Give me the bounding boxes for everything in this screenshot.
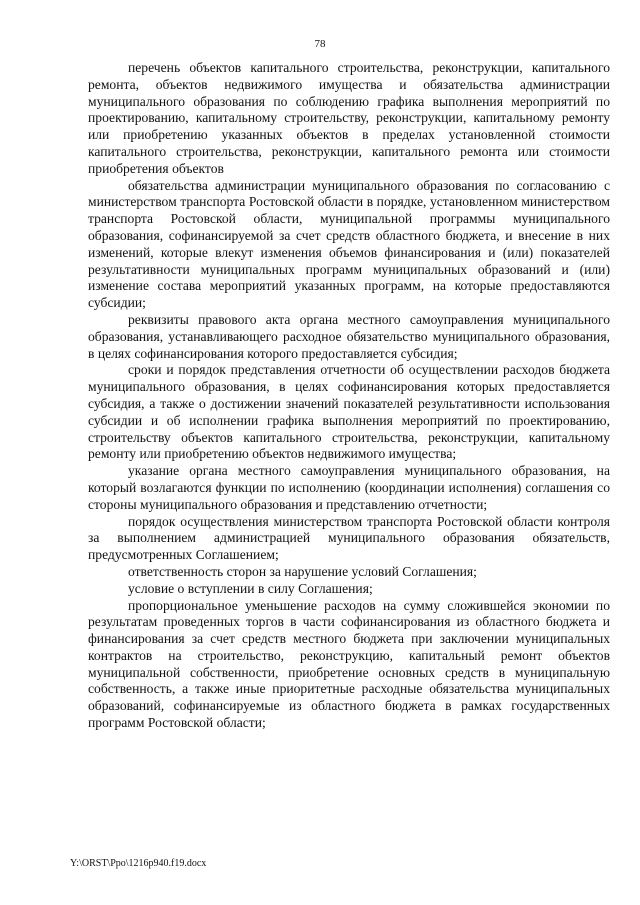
paragraph-reporting-terms: сроки и порядок представления отчетности об осуществлении расходов бюджета муниципального образования, в целях софинансирования которых предоставляется субсидия, а также о достижении значений показателей результативности использования субсидии и об исполнении графика выполнения мероприятий по проектированию, строительству объектов капитального строительства, реконструкции, капитальному ремонту или приобретению объектов недвижимого имущества;	[88, 362, 610, 462]
document-body	[88, 60, 610, 732]
paragraph-liability: ответственность сторон за нарушение условий Соглашения;	[128, 563, 477, 579]
paragraph-object-list: перечень объектов капитального строительства, реконструкции, капитального ремонта, объектов недвижимого имущества и обязательства администрации муниципального образования по соблюдению графика выполнения мероприятий по проектированию, капитальному строительству, реконструкции, капитальному ремонту или приобретению указанных объектов в пределах установленной стоимости капитального строительства, реконструкции, капитального ремонта или стоимости приобретения объектов	[88, 60, 610, 176]
paragraph-responsible-body: указание органа местного самоуправления муниципального образования, на который возлагаются функции по исполнению (координации исполнения) соглашения со стороны муниципального образования и представлению отчетности;	[88, 463, 610, 512]
paragraph-administration-obligations: обязательства администрации муниципального образования по согласованию с министерством транспорта Ростовской области в порядке, установленном министерством транспорта Ростовской области, муниципальной программы муниципального образования, софинансируемой за счет средств областного бюджета, и внесение в них изменений, которые влекут изменения объемов финансирования и (или) показателей результативности муниципальных программ муниципальных образований и (или) изменение состава мероприятий указанных программ, на которые предоставляются субсидии;	[88, 177, 610, 311]
paragraph-proportional-reduction: пропорциональное уменьшение расходов на сумму сложившейся экономии по результатам проведенных торгов в части софинансирования из областного бюджета и финансирования за счет средств местного бюджета при заключении муниципальных контрактов на строительство, реконструкцию, капитальный ремонт объектов муниципальной собственности, приобретение основных средств в муниципальную собственность, а также иные приоритетные расходные обязательства муниципальных образований, софинансируемые из областного бюджета в рамках государственных программ Ростовской области;	[88, 597, 610, 731]
paragraph-legal-act-details: реквизиты правового акта органа местного самоуправления муниципального образования, устанавливающего расходное обязательство муниципального образования, в целях софинансирования которого предоставляется субсидия;	[88, 311, 610, 361]
footer-file-path: Y:\ORST\Ppo\1216p940.f19.docx	[70, 858, 207, 869]
paragraph-entry-into-force: условие о вступлении в силу Соглашения;	[128, 580, 373, 596]
page-number: 78	[314, 38, 326, 50]
paragraph-control-procedure: порядок осуществления министерством транспорта Ростовской области контроля за выполнением администрацией муниципального образования обязательств, предусмотренных Соглашением;	[88, 513, 610, 563]
